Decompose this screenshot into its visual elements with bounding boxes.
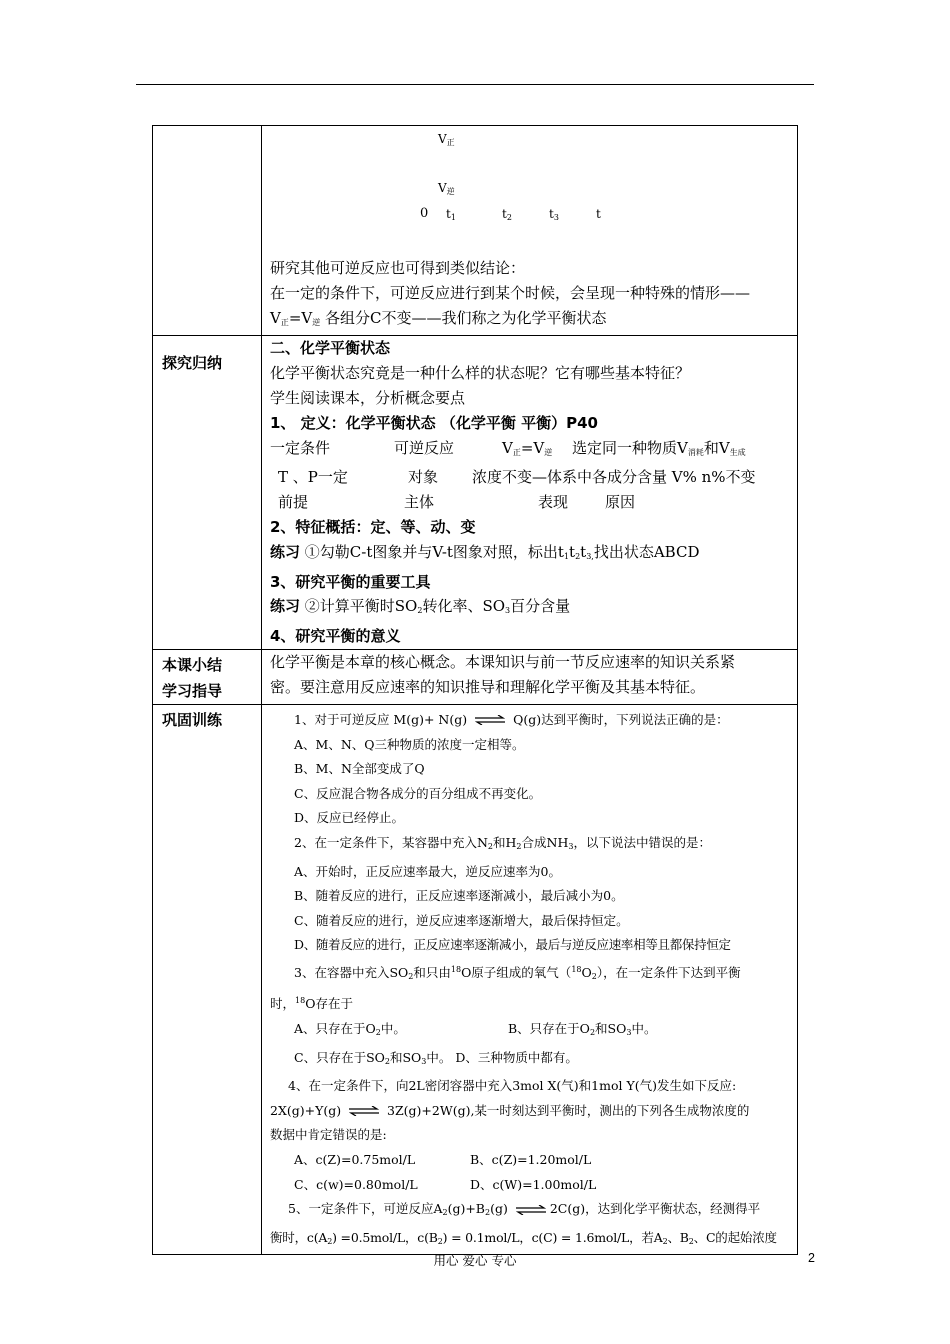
q3-options-cd: C、只存在于$SO_2$和$SO_3$中。 D、三种物质中都有。 <box>294 1049 578 1066</box>
header-rule <box>136 84 814 85</box>
summary-line-2: 密。要注意用反应速率的知识推导和理解化学平衡及其基本特征。 <box>270 677 706 696</box>
table-row <box>153 336 798 650</box>
intro-line-1: 研究其他可逆反应也可得到类似结论： <box>270 259 526 277</box>
q4-options-ab: A、c(Z)=0.75mol/L B、c(Z)=1.20mol/L <box>294 1152 592 1168</box>
question-4: 4、在一定条件下，向2L密闭容器中充入3mol X(气)和1mol Y(气)发生如下反应: <box>288 1078 737 1094</box>
v-forward-label: $V_正$ <box>438 132 455 147</box>
q2-option-c: C、随着反应的进行，逆反应速率逐渐增大，最后保持恒定。 <box>294 912 629 928</box>
origin-label: 0 <box>420 206 429 221</box>
q3-options-ab: A、只存在于$O_2$中。 B、只存在于$O_2$和$SO_3$中。 <box>294 1021 657 1038</box>
vt-graph <box>270 126 791 256</box>
q1-option-b: B、M、N全部变成了Q <box>294 761 425 777</box>
v-reverse-label: $V_逆$ <box>438 181 455 196</box>
graph-cell <box>262 126 798 336</box>
explore-heading: 二、化学平衡状态 <box>270 339 391 358</box>
exercise-2: 练习 ②计算平衡时$SO_2$转化率、$SO_3$百分含量 <box>270 597 571 616</box>
question-4-cont: 数据中肯定错误的是: <box>270 1127 387 1143</box>
exercise-1: 练习 ①勾勒C-t图象并与V-t图象对照，标出$t_1t_2t_{3,}$找出状态ABCD <box>270 542 700 561</box>
question-5: 5、一定条件下，可逆反应$A_2(g)+B_2(g)$ 2C(g)，达到化学平衡状态，经测得平 <box>288 1201 761 1218</box>
q4-options-cd: C、c(w)=0.80mol/L D、c(W)=1.00mol/L <box>294 1176 597 1192</box>
q2-option-a: A、开始时，正反应速率最大，逆反应速率为0。 <box>294 863 561 879</box>
explore-label: 探究归纳 <box>153 336 262 650</box>
feature-heading: 2、特征概括：定、等、动、变 <box>270 517 476 536</box>
t-label: t <box>596 207 601 221</box>
question-5-cont: 衡时，$c(A_2) =0.5mol/L$，$c(B_2) = 0.1mol/L$，c(C) = 1.6mol/L，若$A_2$、$B_2$、C的起始浓度 <box>270 1229 777 1246</box>
summary-label: 本课小结 学习指导 <box>153 649 262 704</box>
definition-row-3: 前提 主体 表现 原因 <box>278 493 636 512</box>
summary-line-1: 化学平衡是本章的核心概念。本课知识与前一节反应速率的知识关系紧 <box>270 652 736 671</box>
q1-option-c: C、反应混合物各成分的百分组成不再变化。 <box>294 785 542 801</box>
definition-row-1: 一定条件 可逆反应 $V_正=V_逆$ 选定同一种物质$V_{消耗}$和$V_{生成}$ <box>270 438 746 457</box>
t1-label: $t_1$ <box>446 207 456 222</box>
footer-motto: 用心 爱心 专心 <box>433 1253 517 1268</box>
question-3: 3、在容器中充入$SO_2$和只由$^{18}$O原子组成的氧气$(^{18}O_2)$，在一定条件下达到平衡 <box>294 964 741 981</box>
practice-label: 巩固训练 <box>153 704 262 1254</box>
summary-cell <box>262 649 798 704</box>
meaning-heading: 4、研究平衡的意义 <box>270 627 401 646</box>
practice-cell <box>262 704 798 1254</box>
definition-row-2: T 、P一定 对象 浓度不变—体系中各成分含量 V% n%不变 <box>278 468 756 487</box>
explore-reading: 学生阅读课本，分析概念要点 <box>270 388 466 407</box>
table-row <box>153 649 798 704</box>
q1-option-d: D、反应已经停止。 <box>294 810 405 826</box>
question-2: 2、在一定条件下，某容器中充入$N_2$和$H_2$合成$NH_3$，以下说法中错误的是： <box>294 834 711 851</box>
t3-label: $t_3$ <box>549 207 559 222</box>
tools-heading: 3、研究平衡的重要工具 <box>270 572 431 591</box>
q2-option-b: B、随着反应的进行，正反应速率逐渐减小，最后减小为0。 <box>294 888 624 904</box>
definition-heading: 1、 定义：化学平衡状态 （化学平衡 平衡）P40 <box>270 413 598 432</box>
intro-line-2: 在一定的条件下，可逆反应进行到某个时候，会呈现一种特殊的情形—— <box>270 283 751 302</box>
table-row <box>153 126 798 336</box>
table-row <box>153 704 798 1254</box>
t2-label: $t_2$ <box>502 207 512 222</box>
intro-line-3: $V_正=V_逆$ 各组分C不变——我们称之为化学平衡状态 <box>270 308 607 327</box>
explore-question: 化学平衡状态究竟是一种什么样的状态呢？它有哪些基本特征？ <box>270 364 691 383</box>
question-3-cont: 时，$^{18}$O存在于 <box>270 996 353 1012</box>
page-number: 2 <box>808 1251 815 1265</box>
question-4-eq: 2X(g)+Y(g) 3Z(g)+2W(g),某一时刻达到平衡时，测出的下列各生成物浓度的 <box>270 1102 750 1118</box>
explore-cell <box>262 336 798 650</box>
q1-option-a: A、M、N、Q三种物质的浓度一定相等。 <box>294 736 525 752</box>
lesson-table <box>152 125 798 1255</box>
question-1: 1、对于可逆反应 M(g)+ N(g) Q(g)达到平衡时，下列说法正确的是： <box>294 711 729 727</box>
empty-label-cell <box>153 126 262 336</box>
q2-option-d: D、随着反应的进行，正反应速率逐渐减小，最后与逆反应速率相等且都保持恒定 <box>294 937 731 953</box>
